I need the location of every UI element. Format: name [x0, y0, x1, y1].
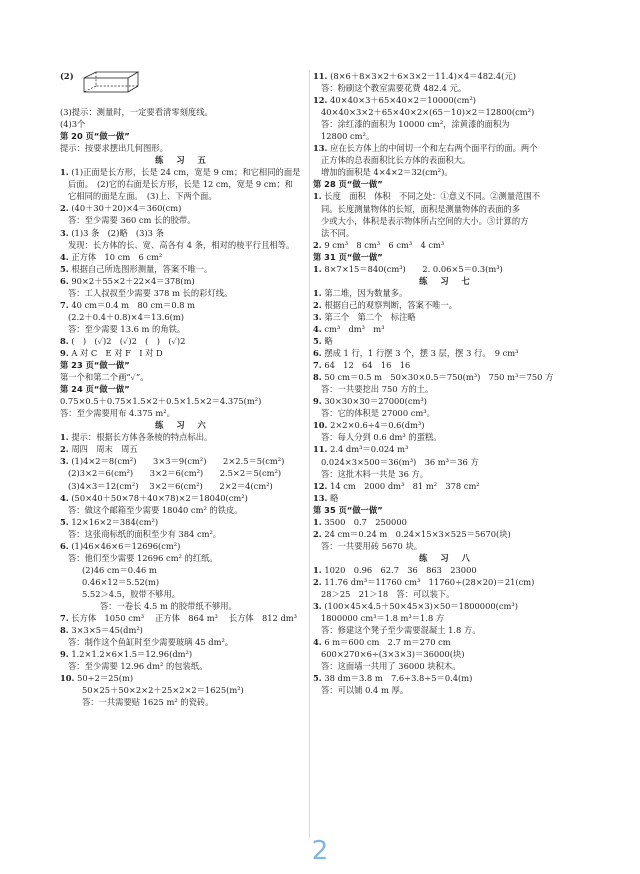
exercise-title — [60, 419, 306, 431]
answer-text: 14 cm 2000 dm³ 81 m² 378 cm² — [330, 480, 480, 491]
answer-text: 答：这张商标纸的面积至少有 384 cm²。 — [68, 528, 222, 539]
answer-text: 根据自己的观察判断，答案不唯一。 — [324, 299, 458, 310]
answer-text: ( ) (✓)2 (✓)2 ( ) (✓)2 — [71, 335, 186, 346]
item-number: (2) — [60, 71, 74, 81]
item-number: 6. — [313, 348, 322, 359]
answer-text: (1)正面是长方形，长是 24 cm，宽是 9 cm；和它相同的面是 — [71, 167, 301, 178]
answer-text: 1020 0.96 62.7 36 863 23000 — [324, 564, 477, 575]
answer-continuation — [313, 648, 581, 660]
answer-text: 3×3×5＝45(dm²) — [71, 625, 143, 636]
section-heading — [60, 383, 306, 395]
answer-text: 90×2＋55×2＋22×4＝378(m) — [71, 275, 195, 286]
answer-text: 38 dm＝3.8 m 7.6÷3.8÷5＝0.4(m) — [324, 673, 473, 684]
item-number: 13. — [313, 143, 328, 154]
answer-text: 第 35 页“做一做” — [313, 504, 383, 515]
answer-text: (2.2＋0.4＋0.8)×4＝13.6(m) — [68, 311, 184, 322]
answer-text: 9 cm³ 8 cm³ 6 cm³ 4 cm³ — [324, 239, 445, 250]
answer-text: 12800 cm²。 — [321, 131, 375, 142]
answer-line — [313, 600, 581, 612]
item-number: 7. — [60, 613, 69, 624]
answer-line — [60, 299, 306, 311]
answer-continuation — [313, 588, 581, 600]
answer-line — [313, 528, 581, 540]
answer-text: 增加的面积是 4×4×2＝32(cm²)。 — [321, 167, 453, 178]
answer-text: 同。长度测量物体的长短，面积是测量物体的表面的多 — [321, 203, 521, 214]
item-number: 10. — [313, 420, 328, 431]
answer-text: 略 — [324, 336, 333, 347]
section-heading — [313, 504, 581, 516]
answer-continuation — [60, 467, 306, 479]
answer-continuation — [60, 528, 306, 540]
answer-text: 根据自己所选图形测量，答案不唯一。 — [71, 263, 213, 274]
item-number: 8. — [313, 372, 322, 383]
answer-continuation — [60, 178, 306, 190]
item-number: 3. — [60, 456, 69, 467]
answer-line — [313, 263, 581, 275]
answer-continuation — [60, 564, 306, 576]
answer-text: 8×7×15＝840(cm³) 2. 0.06×5＝0.3(m³) — [324, 263, 503, 274]
item-number: 1. — [313, 564, 322, 575]
answer-line — [313, 142, 581, 154]
item-number: 4. — [60, 492, 69, 503]
answer-text: (100×45×4.5＋50×45×3)×50＝1800000(cm³) — [324, 601, 518, 612]
answer-text: (1)46×46×6＝12696(cm²) — [71, 540, 181, 551]
answer-text: 50×25＋50×2×2＋25×2×2＝1625(m²) — [82, 685, 244, 696]
answer-line — [60, 118, 306, 130]
answer-continuation — [60, 214, 306, 226]
answer-line — [60, 251, 306, 263]
item-number: 2. — [313, 239, 322, 250]
answer-line — [313, 239, 581, 251]
item-number: 10. — [60, 673, 75, 684]
item-number: 5. — [60, 263, 69, 274]
answer-text: 正方体的总表面积比长方体的表面积大。 — [321, 155, 471, 166]
answer-text: 6 m＝600 cm 2.7 m＝270 cm — [324, 637, 451, 648]
answer-continuation — [60, 600, 306, 612]
answer-continuation — [60, 552, 306, 564]
item-number: 11. — [313, 71, 328, 81]
answer-text: 答：修建这个凳子至少需要混凝土 1.8 方。 — [321, 625, 481, 636]
answer-line — [60, 516, 306, 528]
item-number: 11. — [313, 444, 328, 455]
answer-text: 40×40×3×2＋65×40×2×(65－10)×2＝12800(cm²) — [321, 107, 535, 118]
answer-line — [60, 263, 306, 275]
item-number: 5. — [313, 336, 322, 347]
answer-text: (1)4×2＝8(cm²) 3×3＝9(cm²) 2×2.5＝5(cm²) — [71, 456, 285, 467]
answer-text: 长度 面积 体积 不同之处：①意义不同。②测量范围不 — [324, 191, 541, 202]
answer-text: 50÷2＝25(m) — [77, 673, 134, 684]
answer-line — [60, 70, 306, 94]
answer-text: 答：这批木料一共是 36 方。 — [321, 468, 429, 479]
answer-text: 长方体 1050 cm³ 正方体 864 m³ 长方体 812 dm³ — [71, 613, 297, 624]
answer-text: 第 28 页“做一做” — [313, 179, 383, 190]
item-number: 3. — [313, 601, 322, 612]
answer-text: 后面。 (2)它的右面是长方形，长是 12 cm，宽是 9 cm；和 — [68, 179, 293, 190]
answer-text: (8×6＋8×3×2＋6×3×2－11.4)×4＝482.4(元) — [330, 71, 516, 81]
answer-continuation — [313, 624, 581, 636]
answer-continuation — [313, 684, 581, 696]
answer-text: 600×270×6÷(3×3×3)＝36000(块) — [321, 649, 465, 660]
answer-line — [60, 612, 306, 624]
answer-text: 练 习 八 — [419, 552, 475, 563]
answer-line — [313, 564, 581, 576]
answer-text: 少或大小，体积是表示物体所占空间的大小。③计算的方 — [321, 215, 529, 226]
answer-line — [60, 202, 306, 214]
item-number: 5. — [313, 673, 322, 684]
answer-continuation — [60, 190, 306, 202]
answer-text: 摆成 1 行，1 行摆 3 个，摆 3 层，摆 3 行。 9 cm³ — [324, 348, 519, 359]
answer-text: A 对 C E 对 F I 对 D — [71, 347, 163, 358]
answer-text: 第 31 页“做一做” — [313, 251, 383, 262]
item-number: 4. — [60, 251, 69, 262]
answer-continuation — [60, 311, 306, 323]
answer-text: 答：它的体积是 27000 cm³。 — [321, 408, 435, 419]
answer-continuation — [60, 480, 306, 492]
section-heading — [60, 130, 306, 142]
answer-line — [60, 443, 306, 455]
answer-line — [60, 624, 306, 636]
item-number: 2. — [60, 203, 69, 214]
answer-text: 答：涂红漆的面积为 10000 cm²，涂黄漆的面积为 — [321, 119, 510, 130]
item-number: 1. — [313, 516, 322, 527]
answer-line — [60, 672, 306, 684]
answer-text: 0.75×0.5＋0.75×1.5×2＋0.5×1.5×2＝4.375(m²) — [60, 396, 262, 407]
item-number: 3. — [313, 311, 322, 322]
answer-continuation — [313, 203, 581, 215]
item-number: 9. — [313, 396, 322, 407]
item-number: 8. — [60, 625, 69, 636]
answer-line — [313, 299, 581, 311]
item-number: 2. — [60, 444, 69, 455]
item-number: 12. — [313, 480, 328, 491]
page-number: 2 — [311, 836, 329, 866]
answer-continuation — [60, 576, 306, 588]
answer-text: 2×2×0.6÷4＝0.6(dm³) — [330, 420, 425, 431]
answer-text: 答：至少需要 12.96 dm² 的包装纸。 — [68, 661, 208, 672]
item-number: 2. — [313, 576, 322, 587]
exercise-title — [313, 552, 581, 564]
answer-continuation — [60, 287, 306, 299]
blank-line — [60, 94, 306, 106]
answer-line — [313, 190, 581, 202]
answer-text: 12×16×2＝384(cm²) — [71, 516, 159, 527]
answer-text: (2)3×2＝6(cm²) 3×2＝6(cm²) 2.5×2＝5(cm²) — [68, 468, 282, 479]
answer-text: 1.2×1.2×6×1.5＝12.96(dm²) — [71, 649, 193, 660]
answer-line — [60, 347, 306, 359]
item-number: 4. — [313, 323, 322, 334]
answer-continuation — [60, 504, 306, 516]
item-number: 8. — [60, 335, 69, 346]
answer-text: (3)4×3＝12(cm²) 3×2＝6(cm²) 2×2＝4(cm²) — [68, 480, 273, 491]
answer-text: 1800000 cm³＝1.8 m³＝1.8 方 — [321, 613, 445, 624]
answer-text: 练 习 七 — [419, 275, 475, 286]
answer-text: 第一个和第二个画“✓”。 — [60, 372, 149, 383]
answer-text: 答：他们至少需要 12696 cm² 的红纸。 — [68, 552, 218, 563]
answer-line — [313, 311, 581, 323]
answer-continuation — [60, 239, 306, 251]
answer-text: (3)提示：测量时，一定要看清零刻度线。 — [60, 107, 213, 118]
item-number: 6. — [60, 275, 69, 286]
item-number: 1. — [60, 432, 69, 443]
answer-continuation — [313, 612, 581, 624]
answer-line — [313, 492, 581, 504]
left-answer-column — [60, 70, 306, 708]
answer-continuation — [313, 540, 581, 552]
answer-continuation — [313, 383, 581, 395]
answer-line — [60, 540, 306, 552]
answer-line — [60, 106, 306, 118]
answer-text: 答：一共需要贴 1625 m² 的瓷砖。 — [82, 697, 214, 708]
item-number: 2. — [313, 299, 322, 310]
answer-text: 答：可以铺 0.4 m 厚。 — [321, 685, 409, 696]
answer-text: 答：至少需要用布 4.375 m²。 — [60, 408, 175, 419]
answer-line — [60, 492, 306, 504]
answer-text: 答：至少需要 360 cm 长的胶带。 — [68, 215, 196, 226]
answer-text: 11.76 dm³＝11760 cm³ 11760÷(28×20)＝21(cm) — [324, 576, 535, 587]
answer-text: 50 cm＝0.5 m 50×30×0.5＝750(m³) 750 m³＝750 方 — [324, 372, 554, 383]
answer-continuation — [60, 636, 306, 648]
answer-text: 5.52＞4.5，胶带不够用。 — [82, 588, 181, 599]
answer-text: 练 习 六 — [155, 420, 211, 431]
answer-line — [60, 371, 306, 383]
answer-continuation — [313, 215, 581, 227]
answer-line — [313, 323, 581, 335]
answer-line — [60, 455, 306, 467]
answer-line — [60, 335, 306, 347]
item-number: 1. — [313, 191, 322, 202]
answer-text: 24 cm＝0.24 m 0.24×15×3×525＝5670(块) — [324, 528, 511, 539]
answer-continuation — [60, 323, 306, 335]
answer-line — [60, 166, 306, 178]
item-number: 9. — [60, 649, 69, 660]
answer-continuation — [313, 118, 581, 130]
answer-text: 第三个 第二个 标注略 — [324, 311, 416, 322]
answer-line — [60, 227, 306, 239]
answer-line — [313, 516, 581, 528]
answer-text: 第 23 页“做一做” — [60, 360, 130, 371]
section-heading — [313, 251, 581, 263]
answer-text: 第 24 页“做一做” — [60, 384, 130, 395]
answer-text: 提示：按要求摆出几何图形。 — [60, 143, 168, 154]
right-answer-column — [313, 70, 581, 696]
answer-text: (50×40＋50×78＋40×78)×2＝18040(cm²) — [71, 492, 248, 503]
answer-line — [60, 407, 306, 419]
item-number: 4. — [313, 637, 322, 648]
answer-text: 答：一卷长 4.5 m 的胶带纸不够用。 — [100, 600, 237, 611]
answer-text: 正方体 10 cm 6 cm² — [71, 251, 163, 262]
answer-text: 略 — [330, 492, 339, 503]
answer-text: 0.024×3×500＝36(m³) 36 m³＝36 方 — [321, 456, 479, 467]
answer-continuation — [313, 82, 581, 94]
answer-line — [313, 287, 581, 299]
answer-line — [313, 636, 581, 648]
answer-text: 周四 周末 周五 — [71, 444, 138, 455]
item-number: 13. — [313, 492, 328, 503]
answer-line — [313, 347, 581, 359]
answer-text: 0.46×12＝5.52(m) — [82, 576, 160, 587]
item-number: 2. — [313, 528, 322, 539]
answer-text: 64 12 64 16 16 — [324, 360, 411, 371]
answer-text: (40＋30＋20)×4＝360(cm) — [71, 203, 182, 214]
answer-text: 答：一共要用砖 5670 块。 — [321, 540, 423, 551]
item-number: 5. — [60, 516, 69, 527]
answer-text: 答：一共要挖出 750 方的土。 — [321, 384, 434, 395]
answer-text: 发现：长方体的长、宽、高各有 4 条，相对的棱平行且相等。 — [68, 239, 295, 250]
answer-text: 答：至少需要 13.6 m 的角铁。 — [68, 323, 186, 334]
answer-line — [313, 395, 581, 407]
exercise-title — [313, 275, 581, 287]
answer-continuation — [60, 696, 306, 708]
answer-text: 练 习 五 — [155, 155, 211, 166]
answer-line — [60, 395, 306, 407]
item-number: 1. — [313, 287, 322, 298]
answer-line — [313, 576, 581, 588]
answer-text: 答：做这个邮箱至少需要 18040 cm² 的铁皮。 — [68, 504, 243, 515]
answer-continuation — [313, 166, 581, 178]
section-heading — [313, 178, 581, 190]
answer-text: 40 cm＝0.4 m 80 cm＝0.8 m — [71, 299, 196, 310]
answer-text: 它相同的面是左面。 (3)上、下两个面。 — [68, 191, 217, 202]
answer-line — [313, 672, 581, 684]
answer-text: 法不同。 — [321, 227, 355, 238]
item-number: 9. — [60, 347, 69, 358]
answer-continuation — [313, 227, 581, 239]
answer-continuation — [313, 468, 581, 480]
answer-line — [60, 648, 306, 660]
answer-line — [313, 371, 581, 383]
answer-text: 答：制作这个鱼缸时至少需要玻璃 45 dm²。 — [68, 637, 234, 648]
column-divider — [309, 70, 310, 838]
answer-line — [313, 359, 581, 371]
answer-text: 2.4 dm³＝0.024 m³ — [330, 444, 409, 455]
answer-text: (1)3 条 (2)略 (3)3 条 — [71, 227, 164, 238]
answer-line — [60, 275, 306, 287]
answer-continuation — [313, 154, 581, 166]
answer-text: 28＞25 21＞18 答：可以装下。 — [321, 589, 455, 600]
answer-line — [313, 480, 581, 492]
item-number: 7. — [313, 360, 322, 371]
answer-line — [60, 431, 306, 443]
answer-continuation — [313, 106, 581, 118]
answer-continuation — [60, 684, 306, 696]
answer-line — [313, 94, 581, 106]
answer-line — [313, 443, 581, 455]
item-number: 6. — [60, 540, 69, 551]
answer-continuation — [313, 456, 581, 468]
answer-continuation — [313, 660, 581, 672]
item-number: 1. — [60, 167, 69, 178]
answer-text: 答：这面墙一共用了 36000 块积木。 — [321, 661, 461, 672]
answer-text: 应在长方体上的中间切一个和左右两个面平行的面。两个 — [330, 143, 538, 154]
answer-text: 第二堆，因为数量多。 — [324, 287, 408, 298]
exercise-title — [60, 154, 306, 166]
answer-text: cm³ dm³ m³ — [324, 323, 385, 334]
item-number: 12. — [313, 95, 328, 106]
answer-continuation — [313, 431, 581, 443]
answer-continuation — [60, 588, 306, 600]
answer-text: 答：粉刷这个教室需要花费 482.4 元。 — [321, 83, 467, 94]
answer-line — [313, 335, 581, 347]
item-number: 7. — [60, 299, 69, 310]
answer-continuation — [60, 660, 306, 672]
answer-line — [313, 70, 581, 82]
answer-line — [313, 419, 581, 431]
answer-text: 答：工人叔叔至少需要 378 m 长的彩灯线。 — [68, 287, 233, 298]
answer-text: 答：每人分到 0.6 dm³ 的蛋糕。 — [321, 432, 442, 443]
answer-continuation — [313, 407, 581, 419]
answer-text: (4)3个 — [60, 119, 86, 130]
answer-text: 第 20 页“做一做” — [60, 131, 130, 142]
answer-text: 提示：根据长方体各条棱的特点标出。 — [71, 432, 213, 443]
answer-line — [60, 142, 306, 154]
answer-continuation — [313, 130, 581, 142]
section-heading — [60, 359, 306, 371]
item-number: 1. — [313, 263, 322, 274]
item-number: 3. — [60, 227, 69, 238]
answer-text: 40×40×3＋65×40×2＝10000(cm²) — [330, 95, 476, 106]
answer-text: 3500 0.7 250000 — [324, 516, 407, 527]
cuboid-figure — [82, 70, 144, 94]
answer-text: 30×30×30＝27000(cm³) — [324, 396, 427, 407]
answer-text: (2)46 cm＝0.46 m — [82, 564, 157, 575]
